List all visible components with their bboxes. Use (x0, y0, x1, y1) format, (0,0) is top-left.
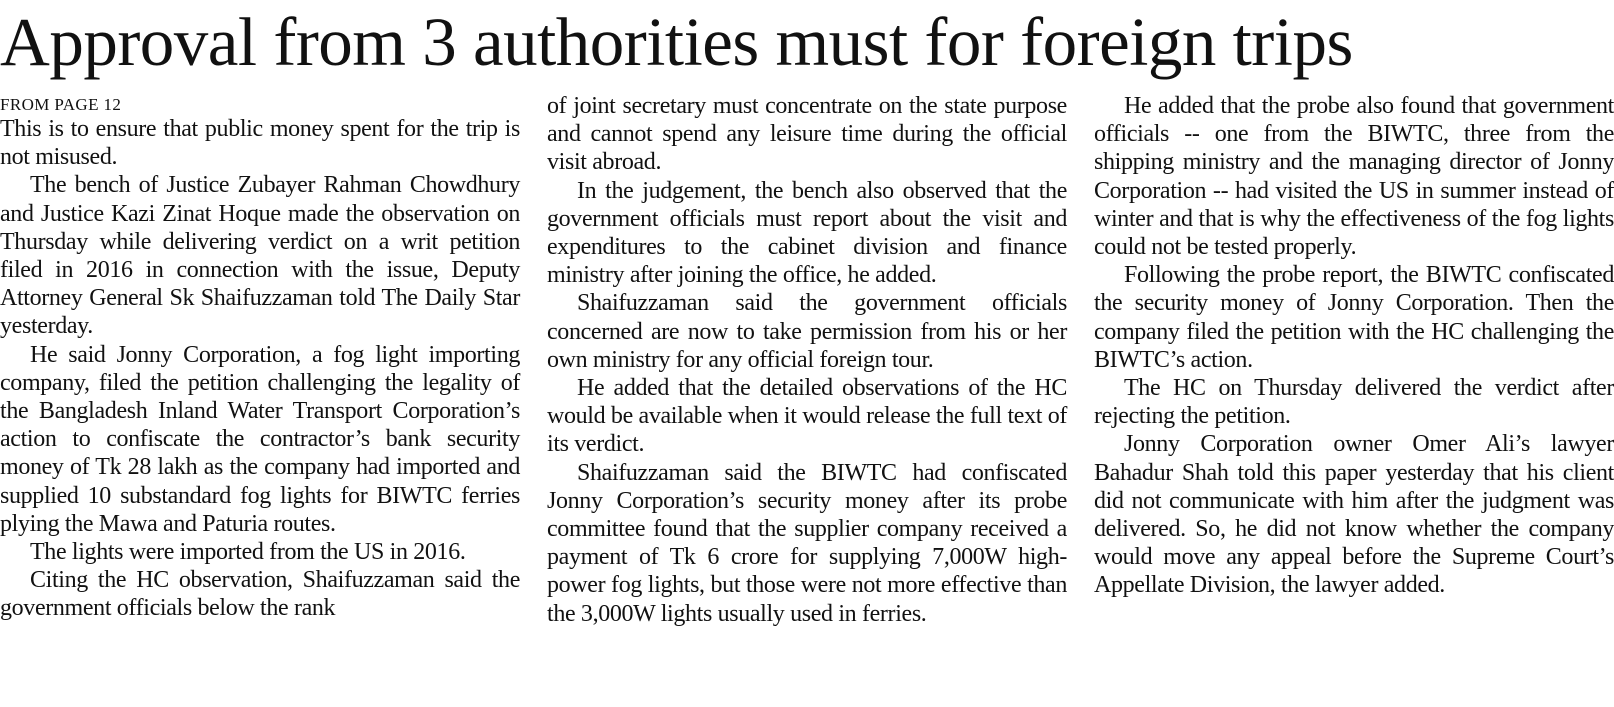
article-body (0, 92, 1614, 702)
paragraph: Following the probe report, the BIWTC confiscated the security money of Jonny Corporation. Then the company filed the petition with the HC challenging the BIWTC’s action. (1094, 262, 1614, 373)
column-3 (1094, 92, 1614, 600)
paragraph: He added that the detailed observations of the HC would be available when it would release the full text of its verdict. (547, 375, 1067, 458)
paragraph: This is to ensure that public money spent for the trip is not misused. (0, 116, 520, 171)
paragraph: Citing the HC observation, Shaifuzzaman said the government officials below the rank (0, 567, 520, 622)
column-1 (0, 92, 520, 623)
paragraph: In the judgement, the bench also observed that the government officials must report about the visit and expenditures to the cabinet division and finance ministry after joining the office, he added. (547, 177, 1067, 289)
paragraph: He added that the probe also found that government officials -- one from the BIWTC, three from the shipping ministry and the managing director of Jonny Corporation -- had visited the US in summer instead of winter and that is why the effectiveness of the fog lights could not be tested properly. (1094, 93, 1614, 261)
paragraph: The bench of Justice Zubayer Rahman Chowdhury and Justice Kazi Zinat Hoque made the observation on Thursday while delivering verdict on a writ petition filed in 2016 in connection with the issue, Deputy Attorney General Sk Shaifuzzaman told The Daily Star yesterday. (0, 172, 520, 340)
paragraph: The lights were imported from the US in 2016. (30, 539, 466, 566)
paragraph: He said Jonny Corporation, a fog light importing company, filed the petition challenging the legality of the Bangladesh Inland Water Transport Corporation’s action to confiscate the contractor’s bank security money of Tk 28 lakh as the company had imported and supplied 10 substandard fog lights for BIWTC ferries plying the Mawa and Paturia routes. (0, 341, 520, 537)
paragraph: Shaifuzzaman said the BIWTC had confiscated Jonny Corporation’s security money after its probe committee found that the supplier company received a payment of Tk 6 crore for supplying 7,000W high-power fog lights, but those were not more effective than the 3,000W lights usually used in ferries. (547, 459, 1067, 627)
paragraph: Jonny Corporation owner Omer Ali’s lawyer Bahadur Shah told this paper yesterday that his client did not communicate with him after the judgment was delivered. So, he did not know whether the company would move any appeal before the Supreme Court’s Appellate Division, the lawyer added. (1094, 431, 1614, 599)
paragraph: The HC on Thursday delivered the verdict after rejecting the petition. (1094, 375, 1614, 430)
paragraph: Shaifuzzaman said the government officials concerned are now to take permission from his or her own ministry for any official foreign tour. (547, 290, 1067, 373)
jump-reference: FROM PAGE 12 (0, 95, 122, 114)
paragraph: of joint secretary must concentrate on the state purpose and cannot spend any leisure time during the official visit abroad. (547, 93, 1067, 176)
column-2 (547, 92, 1067, 628)
headline: Approval from 3 authorities must for foreign trips (0, 4, 1353, 80)
